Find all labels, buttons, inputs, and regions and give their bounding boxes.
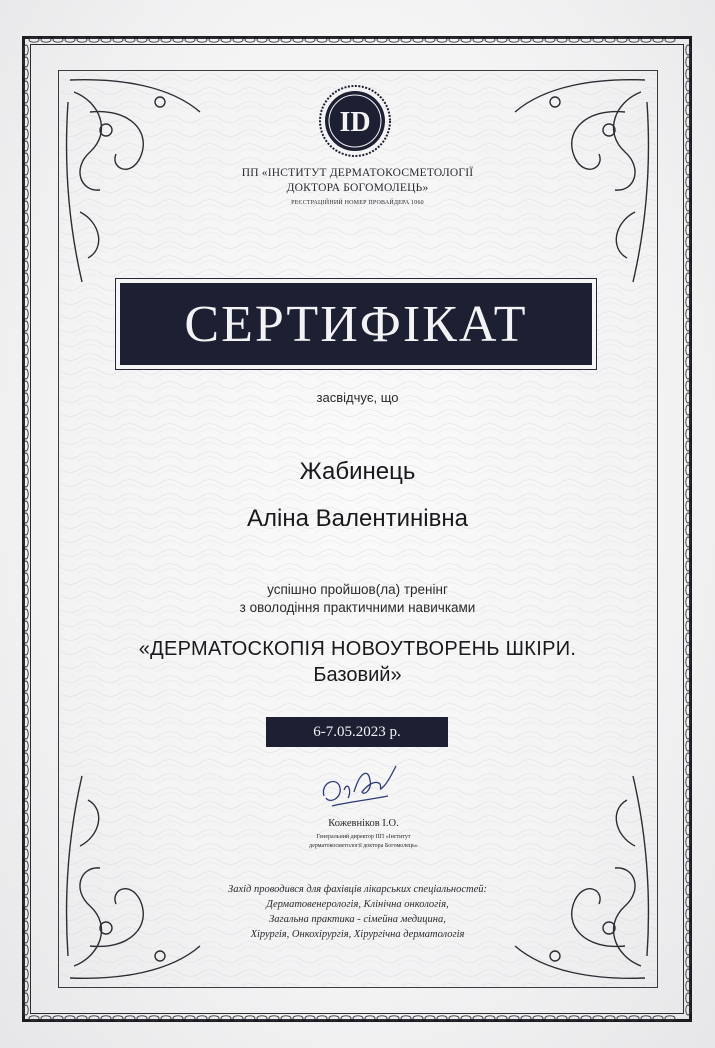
institute-logo-icon bbox=[318, 84, 392, 158]
specialties-note-line1: Захід проводився для фахівців лікарських спеціальностей: bbox=[228, 884, 487, 895]
certificate-title-box bbox=[115, 278, 597, 370]
specialties-note-line4: Хірургія, Онкохірургія, Хірургічна дерматологія bbox=[250, 929, 465, 940]
completion-text-line1: успішно пройшов(ла) тренінг bbox=[267, 582, 448, 597]
course-title-line2: Базовий» bbox=[313, 664, 402, 686]
signatory-name: Кожевніков І.О. bbox=[328, 818, 399, 829]
certificate-title: СЕРТИФІКАТ bbox=[184, 295, 528, 353]
specialties-note-line2: Дерматовенерологія, Клінічна онкологія, bbox=[266, 899, 449, 910]
training-date: 6-7.05.2023 р. bbox=[266, 717, 448, 747]
signatory-title-line2: дерматокосметології доктора Богомолець» bbox=[309, 843, 418, 849]
svg-text:ID: ID bbox=[339, 107, 371, 138]
specialties-note-line3: Загальна практика - сімейна медицина, bbox=[269, 914, 446, 925]
corner-flourish-bottom-right bbox=[505, 766, 655, 986]
organization-name-line1: ПП «ІНСТИТУТ ДЕРМАТОКОСМЕТОЛОГІЇ bbox=[241, 167, 474, 179]
course-title-line1: «ДЕРМАТОСКОПІЯ НОВОУТВОРЕНЬ ШКІРИ. bbox=[138, 638, 577, 660]
certifies-text: засвідчує, що bbox=[316, 390, 399, 405]
signatory-title-line1: Генеральний директор ПП «Інститут bbox=[316, 834, 411, 840]
organization-name-line2: ДОКТОРА БОГОМОЛЕЦЬ» bbox=[286, 182, 429, 194]
director-signature bbox=[318, 762, 400, 812]
completion-text-line2: з оволодіння практичними навичками bbox=[239, 600, 476, 615]
provider-registration: РЕЄСТРАЦІЙНИЙ НОМЕР ПРОВАЙДЕРА 1060 bbox=[291, 200, 424, 206]
corner-flourish-bottom-left bbox=[60, 766, 210, 986]
recipient-given-names: Аліна Валентинівна bbox=[247, 505, 468, 532]
recipient-surname: Жабинець bbox=[299, 458, 416, 485]
